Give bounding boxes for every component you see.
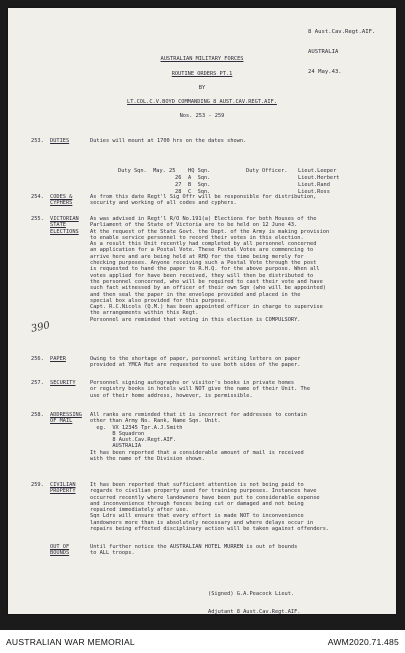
duty-officer: Lieut.Rand <box>298 181 330 188</box>
duty-sqn: A Sqn. <box>188 174 211 181</box>
doc-title-routine-orders: ROUTINE ORDERS PT.1 <box>171 71 233 77</box>
item-heading-elections: VICTORIAN STATE ELECTIONS <box>50 216 79 235</box>
footer-accession-id: AWM2020.71.485 <box>327 636 399 647</box>
doc-order-numbers: Nos. 253 - 259 <box>179 113 225 119</box>
item-text-security: Personnel signing autographs or visitor's books in private homes or registry books in hotels will NOT give the name of their Unit. The use of their home address, however, is permissible. <box>90 380 311 399</box>
duty-date: 28 <box>175 188 182 195</box>
signature-role: Adjutant 8 Aust.Cav.Regt.AIF. <box>208 609 301 616</box>
duty-sqn: C Sqn. <box>188 188 211 195</box>
item-text-codes: As from this date Regt'l Sig Offr will be responsible for distribution, security and working of all codes and cyphers. <box>90 194 317 207</box>
item-heading-duties: DUTIES <box>50 138 70 144</box>
item-text-mail: All ranks are reminded that it is incorrect for addresses to contain other than Army No. Rank, Name Sqn. Unit. eg. VX 12345 Tpr.A.J.Smith B Squadron 8 Aust.Cav.Regt.AIF. AUSTRALIA It has been reported that a considerable amount of mail is received with the name of the Division shown. <box>90 412 307 463</box>
item-text-out-of-bounds: Until further notice the AUSTRALIAN HOTEL MURREN is out of bounds to ALL troops. <box>90 544 298 557</box>
footer-institution: AUSTRALIAN WAR MEMORIAL <box>6 636 135 647</box>
doc-title-by: BY <box>198 85 206 91</box>
item-number: 257. <box>31 380 44 386</box>
header-unit-block <box>308 16 375 89</box>
duty-sqn: B Sqn. <box>188 181 211 188</box>
duty-officer: Lieut.Leeper <box>298 167 337 174</box>
item-heading-security: SECURITY <box>50 380 76 386</box>
item-heading-codes: CODES & CYPHERS <box>50 194 73 207</box>
item-number: 255. <box>31 216 44 222</box>
document-page <box>8 8 396 614</box>
item-heading-mail: ADDRESSING OF MAIL <box>50 412 82 425</box>
item-text-paper: Owing to the shortage of paper, personnel writing letters on paper provided at YMCA Hut are requested to use both sides of the paper. <box>90 356 301 369</box>
item-number: 254. <box>31 194 44 200</box>
duty-sqn: HQ Sqn. <box>188 167 211 174</box>
signature-block <box>208 578 300 628</box>
duty-date: Duty Sqn. May. 25 <box>118 167 176 174</box>
duty-date: 27 <box>175 181 182 188</box>
header-country-line: AUSTRALIA <box>308 48 339 55</box>
signature-name: (Signed) G.A.Peacock Lieut. <box>208 590 295 597</box>
item-text-elections: As was advised in Regt'l R/O No.191(a) Elections for both Houses of the Parliament of the State of Victoria are to be held on 12 June 43. At the request of the State Govt. the Dept. of the Army is making provision to enable service personnel to record their votes in this election. As a result this Unit recently had completed by all personnel concerned an application for a Postal Vote. These Postal Votes are commencing to arrive here and are being held at RHQ for the time being merely for checking purposes. Anyone receiving such a Postal Vote through the post is requested to hand the paper to R.H.Q. for the above purpose. When all votes applied for have been received, they will then be distributed to the personnel concerned, who will be required to cast their vote and have such fact witnessed by an officer of their own Sqn (who will be appointed) and then seal the paper in the envelope provided and placed in the special box also provided for this purpose. Capt. R.C.Nicols (Q.M.) has been appointed officer in charge to supervise the arrangements within this Regt. Personnel are reminded that voting in this election is COMPULSORY. <box>90 216 330 323</box>
duty-officer-label: Duty Officer. <box>246 167 288 174</box>
doc-title-military-forces: AUSTRALIAN MILITARY FORCES <box>160 56 244 62</box>
handwritten-note: 390 <box>30 320 52 335</box>
duty-officer: Lieut.Ross <box>298 188 330 195</box>
header-date-line: 24 May.43. <box>308 68 342 75</box>
duty-date: 26 <box>175 174 182 181</box>
item-number: 253. <box>31 138 44 144</box>
item-number: 256. <box>31 356 44 362</box>
item-heading-paper: PAPER <box>50 356 66 362</box>
item-number: 258. <box>31 412 44 418</box>
doc-title-commander: LT.COL.C.V.BOYD COMMANDING 8 AUST.CAV.REGT.AIF. <box>127 99 277 105</box>
item-text-duties: Duties will mount at 1700 hrs on the dates shown. <box>90 138 247 144</box>
item-text-civilian-property: It has been reported that sufficient attention is not being paid to regards to civilian property used for training purposes. Instances have occurred recently where landowners have been put to considerable expense and inconvenience through fences being cut or damaged and not being repaired immediately after use. Sqn Ldrs will ensure that every effort is made NOT to inconvenience landowners more than is absolutely necessary and where delays occur in repairs being effected disciplinary action will be taken against offenders. <box>90 482 330 533</box>
item-heading-out-of-bounds: OUT OF BOUNDS <box>50 544 70 557</box>
footer-bar <box>0 630 405 653</box>
item-heading-civilian-property: CIVILIAN PROPERTY <box>50 482 76 495</box>
item-number: 259. <box>31 482 44 488</box>
duty-officer: Lieut.Herbert <box>298 174 340 181</box>
header-unit-line: 8 Aust.Cav.Regt.AIF. <box>308 29 376 36</box>
